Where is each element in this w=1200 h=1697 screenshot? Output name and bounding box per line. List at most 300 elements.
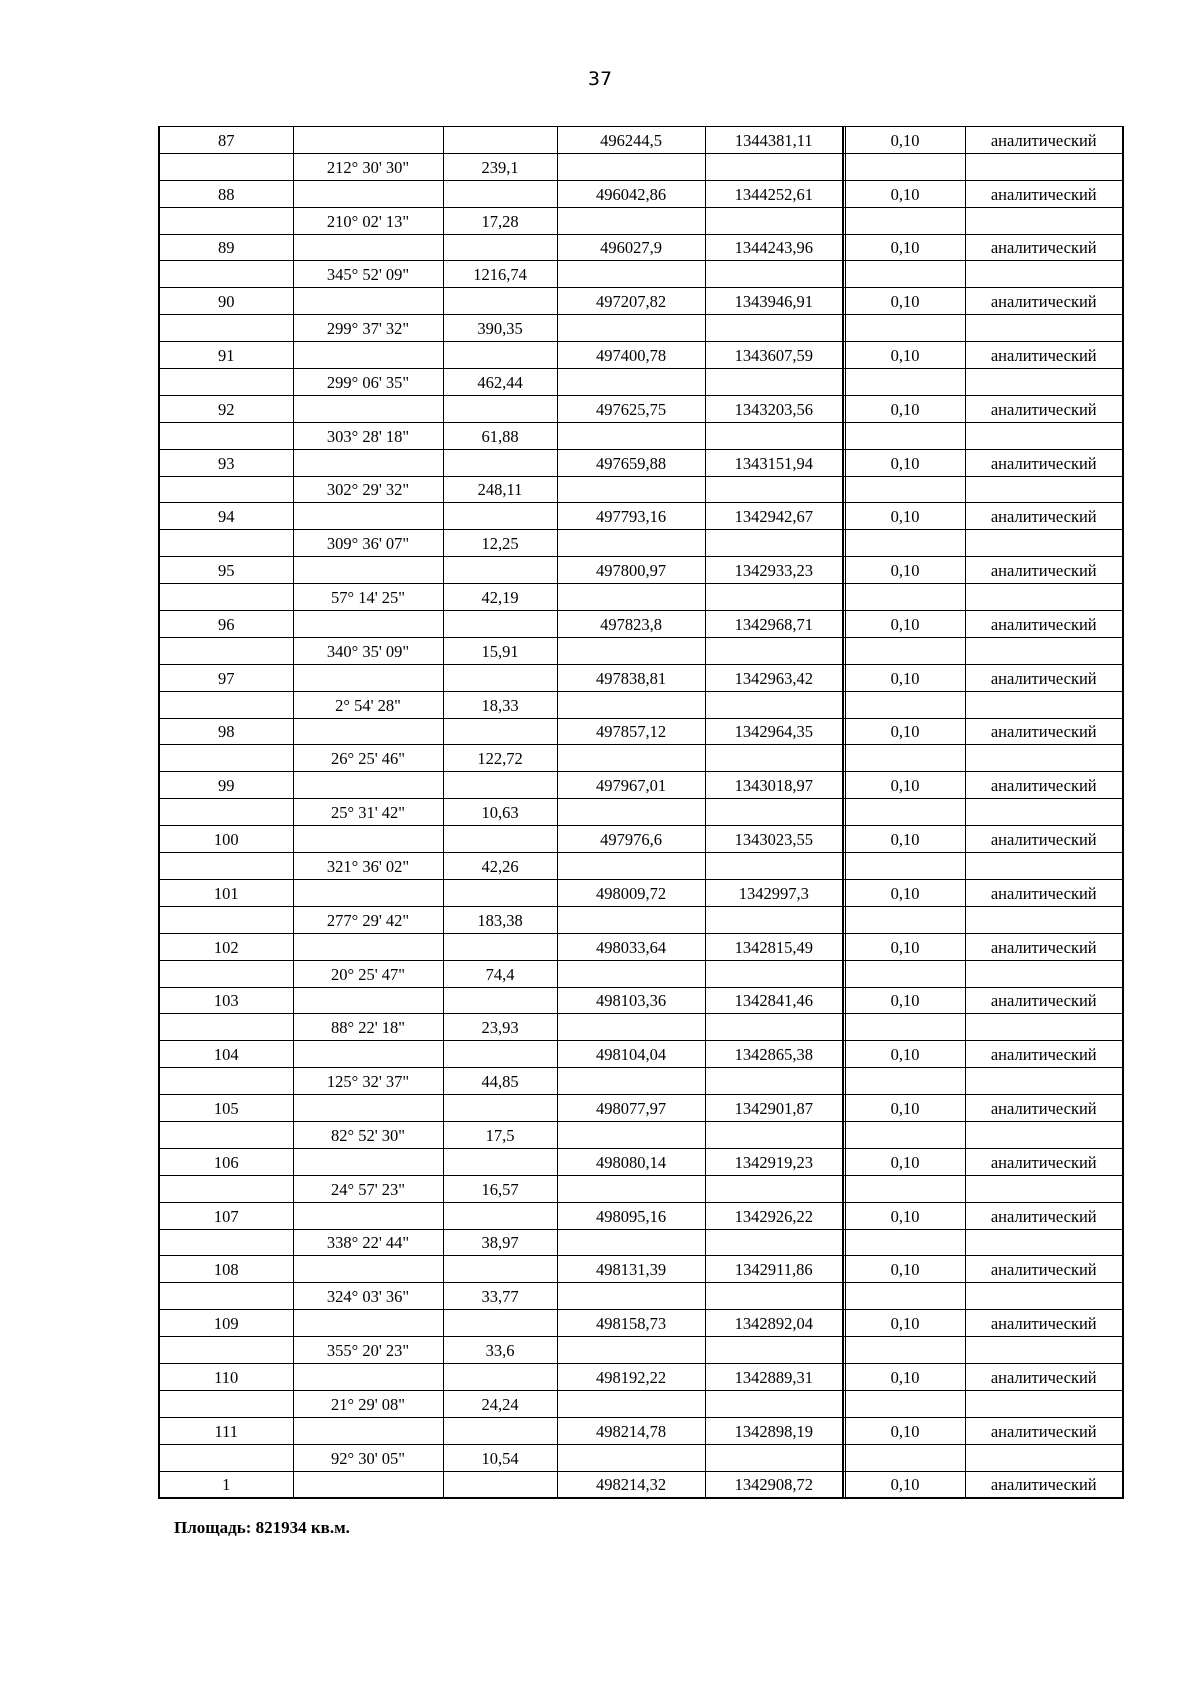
error-cell: 0,10 bbox=[845, 1256, 965, 1283]
point-number-cell: 87 bbox=[159, 127, 293, 154]
method-cell: аналитический bbox=[965, 772, 1123, 799]
y-coordinate-cell bbox=[705, 1121, 843, 1148]
error-cell bbox=[845, 1283, 965, 1310]
y-coordinate-cell bbox=[705, 1283, 843, 1310]
distance-cell bbox=[443, 1256, 557, 1283]
error-cell: 0,10 bbox=[845, 1363, 965, 1390]
table-row bbox=[159, 315, 1123, 342]
method-cell: аналитический bbox=[965, 127, 1123, 154]
error-cell bbox=[845, 1175, 965, 1202]
point-number-cell: 89 bbox=[159, 234, 293, 261]
x-coordinate-cell: 497400,78 bbox=[557, 342, 705, 369]
table-row bbox=[159, 261, 1123, 288]
direction-angle-cell: 88° 22' 18" bbox=[293, 1014, 443, 1041]
distance-cell: 61,88 bbox=[443, 422, 557, 449]
method-cell bbox=[965, 853, 1123, 880]
table-row bbox=[159, 718, 1123, 745]
distance-cell bbox=[443, 772, 557, 799]
error-cell: 0,10 bbox=[845, 1095, 965, 1122]
x-coordinate-cell: 498214,78 bbox=[557, 1417, 705, 1444]
y-coordinate-cell: 1342841,46 bbox=[705, 987, 843, 1014]
direction-angle-cell: 309° 36' 07" bbox=[293, 530, 443, 557]
table-row bbox=[159, 180, 1123, 207]
point-number-cell: 96 bbox=[159, 611, 293, 638]
distance-cell: 183,38 bbox=[443, 906, 557, 933]
table-row bbox=[159, 1148, 1123, 1175]
method-cell bbox=[965, 422, 1123, 449]
method-cell bbox=[965, 1337, 1123, 1364]
table-row bbox=[159, 960, 1123, 987]
y-coordinate-cell: 1342963,42 bbox=[705, 664, 843, 691]
direction-angle-cell: 277° 29' 42" bbox=[293, 906, 443, 933]
y-coordinate-cell bbox=[705, 906, 843, 933]
table-row bbox=[159, 395, 1123, 422]
x-coordinate-cell bbox=[557, 315, 705, 342]
distance-cell bbox=[443, 503, 557, 530]
direction-angle-cell bbox=[293, 1148, 443, 1175]
direction-angle-cell: 299° 37' 32" bbox=[293, 315, 443, 342]
x-coordinate-cell: 498077,97 bbox=[557, 1095, 705, 1122]
method-cell: аналитический bbox=[965, 234, 1123, 261]
point-number-cell bbox=[159, 1121, 293, 1148]
direction-angle-cell bbox=[293, 664, 443, 691]
point-number-cell bbox=[159, 906, 293, 933]
distance-cell bbox=[443, 1041, 557, 1068]
table-row bbox=[159, 1202, 1123, 1229]
x-coordinate-cell bbox=[557, 1444, 705, 1471]
direction-angle-cell bbox=[293, 611, 443, 638]
y-coordinate-cell bbox=[705, 476, 843, 503]
error-cell bbox=[845, 1337, 965, 1364]
x-coordinate-cell: 497838,81 bbox=[557, 664, 705, 691]
page-number: 37 bbox=[587, 68, 613, 90]
point-number-cell: 103 bbox=[159, 987, 293, 1014]
x-coordinate-cell bbox=[557, 1175, 705, 1202]
distance-cell bbox=[443, 879, 557, 906]
method-cell: аналитический bbox=[965, 557, 1123, 584]
direction-angle-cell: 20° 25' 47" bbox=[293, 960, 443, 987]
method-cell bbox=[965, 745, 1123, 772]
x-coordinate-cell bbox=[557, 422, 705, 449]
distance-cell bbox=[443, 557, 557, 584]
error-cell: 0,10 bbox=[845, 503, 965, 530]
direction-angle-cell: 125° 32' 37" bbox=[293, 1068, 443, 1095]
x-coordinate-cell: 497976,6 bbox=[557, 826, 705, 853]
table-row bbox=[159, 1229, 1123, 1256]
y-coordinate-cell: 1343203,56 bbox=[705, 395, 843, 422]
point-number-cell bbox=[159, 1229, 293, 1256]
direction-angle-cell bbox=[293, 1256, 443, 1283]
table-row bbox=[159, 853, 1123, 880]
error-cell: 0,10 bbox=[845, 180, 965, 207]
error-cell: 0,10 bbox=[845, 1471, 965, 1498]
direction-angle-cell: 299° 06' 35" bbox=[293, 369, 443, 396]
x-coordinate-cell: 497823,8 bbox=[557, 611, 705, 638]
point-number-cell: 93 bbox=[159, 449, 293, 476]
error-cell bbox=[845, 261, 965, 288]
direction-angle-cell: 82° 52' 30" bbox=[293, 1121, 443, 1148]
point-number-cell: 88 bbox=[159, 180, 293, 207]
x-coordinate-cell: 497793,16 bbox=[557, 503, 705, 530]
method-cell: аналитический bbox=[965, 987, 1123, 1014]
x-coordinate-cell: 498214,32 bbox=[557, 1471, 705, 1498]
x-coordinate-cell: 498104,04 bbox=[557, 1041, 705, 1068]
distance-cell bbox=[443, 1148, 557, 1175]
x-coordinate-cell bbox=[557, 799, 705, 826]
y-coordinate-cell bbox=[705, 1390, 843, 1417]
coordinates-table-body bbox=[159, 127, 1123, 1499]
distance-cell bbox=[443, 342, 557, 369]
error-cell: 0,10 bbox=[845, 718, 965, 745]
method-cell: аналитический bbox=[965, 288, 1123, 315]
x-coordinate-cell: 497967,01 bbox=[557, 772, 705, 799]
table-row bbox=[159, 691, 1123, 718]
y-coordinate-cell: 1343023,55 bbox=[705, 826, 843, 853]
method-cell bbox=[965, 906, 1123, 933]
direction-angle-cell: 324° 03' 36" bbox=[293, 1283, 443, 1310]
x-coordinate-cell bbox=[557, 1068, 705, 1095]
method-cell: аналитический bbox=[965, 879, 1123, 906]
error-cell: 0,10 bbox=[845, 1310, 965, 1337]
distance-cell: 33,77 bbox=[443, 1283, 557, 1310]
y-coordinate-cell: 1343018,97 bbox=[705, 772, 843, 799]
y-coordinate-cell bbox=[705, 637, 843, 664]
method-cell bbox=[965, 637, 1123, 664]
y-coordinate-cell: 1342901,87 bbox=[705, 1095, 843, 1122]
table-row bbox=[159, 906, 1123, 933]
direction-angle-cell bbox=[293, 449, 443, 476]
point-number-cell: 109 bbox=[159, 1310, 293, 1337]
direction-angle-cell bbox=[293, 1202, 443, 1229]
table-row bbox=[159, 584, 1123, 611]
table-row bbox=[159, 557, 1123, 584]
y-coordinate-cell bbox=[705, 1229, 843, 1256]
error-cell: 0,10 bbox=[845, 772, 965, 799]
direction-angle-cell: 25° 31' 42" bbox=[293, 799, 443, 826]
distance-cell: 24,24 bbox=[443, 1390, 557, 1417]
distance-cell bbox=[443, 933, 557, 960]
y-coordinate-cell bbox=[705, 584, 843, 611]
error-cell bbox=[845, 1014, 965, 1041]
method-cell: аналитический bbox=[965, 1417, 1123, 1444]
direction-angle-cell bbox=[293, 127, 443, 154]
y-coordinate-cell: 1342889,31 bbox=[705, 1363, 843, 1390]
point-number-cell: 106 bbox=[159, 1148, 293, 1175]
table-row bbox=[159, 1283, 1123, 1310]
method-cell: аналитический bbox=[965, 718, 1123, 745]
distance-cell: 16,57 bbox=[443, 1175, 557, 1202]
y-coordinate-cell bbox=[705, 1014, 843, 1041]
direction-angle-cell bbox=[293, 234, 443, 261]
error-cell: 0,10 bbox=[845, 557, 965, 584]
y-coordinate-cell: 1344252,61 bbox=[705, 180, 843, 207]
point-number-cell: 94 bbox=[159, 503, 293, 530]
error-cell bbox=[845, 476, 965, 503]
error-cell: 0,10 bbox=[845, 288, 965, 315]
direction-angle-cell bbox=[293, 1417, 443, 1444]
table-row bbox=[159, 530, 1123, 557]
y-coordinate-cell bbox=[705, 261, 843, 288]
error-cell: 0,10 bbox=[845, 1417, 965, 1444]
y-coordinate-cell bbox=[705, 1068, 843, 1095]
distance-cell bbox=[443, 826, 557, 853]
method-cell bbox=[965, 369, 1123, 396]
y-coordinate-cell: 1342865,38 bbox=[705, 1041, 843, 1068]
method-cell bbox=[965, 691, 1123, 718]
x-coordinate-cell bbox=[557, 261, 705, 288]
direction-angle-cell bbox=[293, 342, 443, 369]
point-number-cell bbox=[159, 153, 293, 180]
method-cell: аналитический bbox=[965, 1148, 1123, 1175]
error-cell bbox=[845, 906, 965, 933]
method-cell: аналитический bbox=[965, 449, 1123, 476]
distance-cell: 122,72 bbox=[443, 745, 557, 772]
y-coordinate-cell bbox=[705, 1444, 843, 1471]
y-coordinate-cell: 1342898,19 bbox=[705, 1417, 843, 1444]
y-coordinate-cell: 1342997,3 bbox=[705, 879, 843, 906]
x-coordinate-cell: 498192,22 bbox=[557, 1363, 705, 1390]
table-row bbox=[159, 879, 1123, 906]
x-coordinate-cell bbox=[557, 1121, 705, 1148]
table-row bbox=[159, 664, 1123, 691]
table-row bbox=[159, 1041, 1123, 1068]
error-cell bbox=[845, 422, 965, 449]
distance-cell bbox=[443, 395, 557, 422]
distance-cell bbox=[443, 288, 557, 315]
x-coordinate-cell: 497857,12 bbox=[557, 718, 705, 745]
distance-cell: 18,33 bbox=[443, 691, 557, 718]
direction-angle-cell bbox=[293, 987, 443, 1014]
point-number-cell bbox=[159, 745, 293, 772]
direction-angle-cell bbox=[293, 826, 443, 853]
method-cell: аналитический bbox=[965, 1041, 1123, 1068]
y-coordinate-cell: 1342933,23 bbox=[705, 557, 843, 584]
table-row bbox=[159, 1095, 1123, 1122]
y-coordinate-cell: 1342968,71 bbox=[705, 611, 843, 638]
x-coordinate-cell: 498095,16 bbox=[557, 1202, 705, 1229]
point-number-cell bbox=[159, 691, 293, 718]
error-cell: 0,10 bbox=[845, 342, 965, 369]
y-coordinate-cell bbox=[705, 369, 843, 396]
y-coordinate-cell bbox=[705, 853, 843, 880]
table-row bbox=[159, 745, 1123, 772]
point-number-cell: 100 bbox=[159, 826, 293, 853]
point-number-cell bbox=[159, 960, 293, 987]
y-coordinate-cell bbox=[705, 207, 843, 234]
table-row bbox=[159, 449, 1123, 476]
y-coordinate-cell: 1342892,04 bbox=[705, 1310, 843, 1337]
method-cell: аналитический bbox=[965, 1202, 1123, 1229]
point-number-cell: 97 bbox=[159, 664, 293, 691]
direction-angle-cell: 26° 25' 46" bbox=[293, 745, 443, 772]
point-number-cell: 108 bbox=[159, 1256, 293, 1283]
error-cell bbox=[845, 1390, 965, 1417]
x-coordinate-cell bbox=[557, 1229, 705, 1256]
table-row bbox=[159, 933, 1123, 960]
method-cell: аналитический bbox=[965, 503, 1123, 530]
table-row bbox=[159, 1014, 1123, 1041]
distance-cell bbox=[443, 449, 557, 476]
table-row bbox=[159, 1121, 1123, 1148]
x-coordinate-cell bbox=[557, 584, 705, 611]
point-number-cell: 102 bbox=[159, 933, 293, 960]
point-number-cell: 110 bbox=[159, 1363, 293, 1390]
distance-cell bbox=[443, 1095, 557, 1122]
x-coordinate-cell: 498080,14 bbox=[557, 1148, 705, 1175]
table-row bbox=[159, 207, 1123, 234]
table-row bbox=[159, 422, 1123, 449]
method-cell: аналитический bbox=[965, 1095, 1123, 1122]
error-cell bbox=[845, 1444, 965, 1471]
direction-angle-cell: 345° 52' 09" bbox=[293, 261, 443, 288]
direction-angle-cell bbox=[293, 1363, 443, 1390]
direction-angle-cell bbox=[293, 879, 443, 906]
direction-angle-cell: 321° 36' 02" bbox=[293, 853, 443, 880]
distance-cell: 42,19 bbox=[443, 584, 557, 611]
direction-angle-cell: 24° 57' 23" bbox=[293, 1175, 443, 1202]
error-cell bbox=[845, 1121, 965, 1148]
table-row bbox=[159, 1390, 1123, 1417]
y-coordinate-cell: 1342964,35 bbox=[705, 718, 843, 745]
x-coordinate-cell: 497207,82 bbox=[557, 288, 705, 315]
x-coordinate-cell bbox=[557, 1337, 705, 1364]
point-number-cell bbox=[159, 584, 293, 611]
method-cell bbox=[965, 530, 1123, 557]
distance-cell: 44,85 bbox=[443, 1068, 557, 1095]
method-cell bbox=[965, 1121, 1123, 1148]
point-number-cell bbox=[159, 530, 293, 557]
error-cell: 0,10 bbox=[845, 127, 965, 154]
y-coordinate-cell bbox=[705, 1175, 843, 1202]
table-row bbox=[159, 153, 1123, 180]
error-cell: 0,10 bbox=[845, 879, 965, 906]
x-coordinate-cell: 498131,39 bbox=[557, 1256, 705, 1283]
point-number-cell bbox=[159, 1390, 293, 1417]
direction-angle-cell: 338° 22' 44" bbox=[293, 1229, 443, 1256]
error-cell bbox=[845, 1068, 965, 1095]
table-row bbox=[159, 799, 1123, 826]
point-number-cell: 101 bbox=[159, 879, 293, 906]
direction-angle-cell bbox=[293, 933, 443, 960]
table-row bbox=[159, 1363, 1123, 1390]
distance-cell: 74,4 bbox=[443, 960, 557, 987]
method-cell: аналитический bbox=[965, 933, 1123, 960]
y-coordinate-cell: 1343607,59 bbox=[705, 342, 843, 369]
distance-cell bbox=[443, 1310, 557, 1337]
error-cell: 0,10 bbox=[845, 1202, 965, 1229]
method-cell bbox=[965, 1014, 1123, 1041]
point-number-cell: 104 bbox=[159, 1041, 293, 1068]
distance-cell bbox=[443, 987, 557, 1014]
table-row bbox=[159, 987, 1123, 1014]
method-cell bbox=[965, 153, 1123, 180]
point-number-cell bbox=[159, 369, 293, 396]
error-cell bbox=[845, 691, 965, 718]
table-row bbox=[159, 1337, 1123, 1364]
method-cell bbox=[965, 315, 1123, 342]
error-cell bbox=[845, 153, 965, 180]
point-number-cell bbox=[159, 315, 293, 342]
point-number-cell bbox=[159, 476, 293, 503]
point-number-cell: 111 bbox=[159, 1417, 293, 1444]
distance-cell bbox=[443, 611, 557, 638]
x-coordinate-cell: 498103,36 bbox=[557, 987, 705, 1014]
error-cell bbox=[845, 530, 965, 557]
distance-cell bbox=[443, 1471, 557, 1498]
y-coordinate-cell bbox=[705, 422, 843, 449]
method-cell: аналитический bbox=[965, 1310, 1123, 1337]
x-coordinate-cell: 496244,5 bbox=[557, 127, 705, 154]
x-coordinate-cell bbox=[557, 207, 705, 234]
error-cell: 0,10 bbox=[845, 395, 965, 422]
distance-cell: 38,97 bbox=[443, 1229, 557, 1256]
method-cell: аналитический bbox=[965, 1256, 1123, 1283]
method-cell bbox=[965, 1444, 1123, 1471]
y-coordinate-cell bbox=[705, 530, 843, 557]
distance-cell: 462,44 bbox=[443, 369, 557, 396]
direction-angle-cell: 212° 30' 30" bbox=[293, 153, 443, 180]
direction-angle-cell bbox=[293, 772, 443, 799]
error-cell bbox=[845, 369, 965, 396]
method-cell: аналитический bbox=[965, 611, 1123, 638]
y-coordinate-cell: 1342942,67 bbox=[705, 503, 843, 530]
y-coordinate-cell: 1342908,72 bbox=[705, 1471, 843, 1498]
table-row bbox=[159, 1175, 1123, 1202]
y-coordinate-cell bbox=[705, 153, 843, 180]
distance-cell: 248,11 bbox=[443, 476, 557, 503]
x-coordinate-cell bbox=[557, 153, 705, 180]
direction-angle-cell: 92° 30' 05" bbox=[293, 1444, 443, 1471]
distance-cell: 15,91 bbox=[443, 637, 557, 664]
table-row bbox=[159, 1471, 1123, 1498]
distance-cell bbox=[443, 1417, 557, 1444]
method-cell: аналитический bbox=[965, 180, 1123, 207]
error-cell bbox=[845, 207, 965, 234]
x-coordinate-cell bbox=[557, 691, 705, 718]
y-coordinate-cell bbox=[705, 960, 843, 987]
point-number-cell bbox=[159, 1444, 293, 1471]
direction-angle-cell bbox=[293, 288, 443, 315]
method-cell: аналитический bbox=[965, 826, 1123, 853]
point-number-cell: 1 bbox=[159, 1471, 293, 1498]
point-number-cell: 98 bbox=[159, 718, 293, 745]
distance-cell: 10,63 bbox=[443, 799, 557, 826]
point-number-cell: 90 bbox=[159, 288, 293, 315]
point-number-cell bbox=[159, 422, 293, 449]
distance-cell: 390,35 bbox=[443, 315, 557, 342]
method-cell: аналитический bbox=[965, 664, 1123, 691]
point-number-cell bbox=[159, 637, 293, 664]
x-coordinate-cell: 497625,75 bbox=[557, 395, 705, 422]
direction-angle-cell bbox=[293, 1041, 443, 1068]
x-coordinate-cell: 498158,73 bbox=[557, 1310, 705, 1337]
direction-angle-cell: 303° 28' 18" bbox=[293, 422, 443, 449]
point-number-cell: 92 bbox=[159, 395, 293, 422]
error-cell bbox=[845, 315, 965, 342]
y-coordinate-cell: 1342919,23 bbox=[705, 1148, 843, 1175]
y-coordinate-cell: 1343946,91 bbox=[705, 288, 843, 315]
distance-cell bbox=[443, 718, 557, 745]
x-coordinate-cell bbox=[557, 1014, 705, 1041]
distance-cell: 10,54 bbox=[443, 1444, 557, 1471]
table-row bbox=[159, 826, 1123, 853]
distance-cell bbox=[443, 1202, 557, 1229]
direction-angle-cell bbox=[293, 1310, 443, 1337]
direction-angle-cell bbox=[293, 1095, 443, 1122]
direction-angle-cell: 355° 20' 23" bbox=[293, 1337, 443, 1364]
y-coordinate-cell: 1342911,86 bbox=[705, 1256, 843, 1283]
y-coordinate-cell bbox=[705, 799, 843, 826]
